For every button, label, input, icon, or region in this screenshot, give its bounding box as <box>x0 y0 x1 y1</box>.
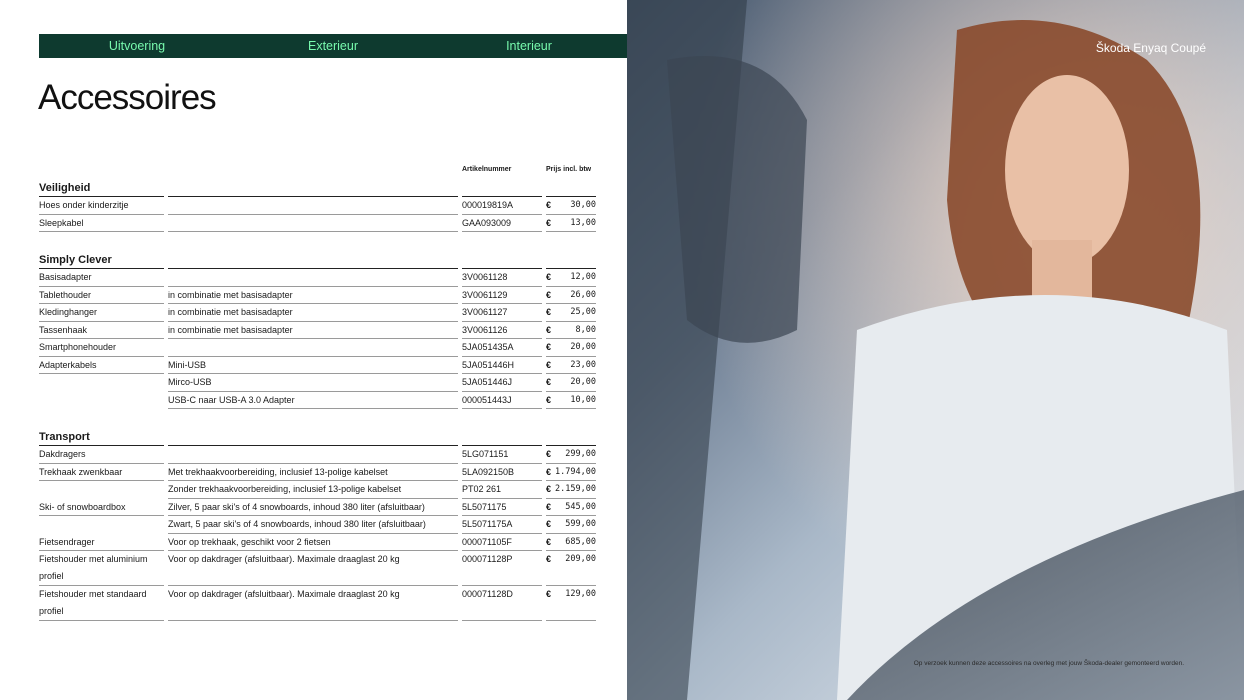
item-name <box>39 481 164 499</box>
price-value: 20,00 <box>570 342 596 352</box>
currency-symbol: € <box>546 484 552 494</box>
item-price <box>546 481 596 499</box>
item-name: Fietshouder met aluminium profiel <box>39 551 164 586</box>
item-name: Sleepkabel <box>39 215 164 233</box>
currency-symbol: € <box>546 377 552 387</box>
currency-symbol: € <box>546 307 552 317</box>
item-article: 000019819A <box>462 197 542 215</box>
item-description: in combinatie met basisadapter <box>168 287 458 305</box>
item-article: 000071128P <box>462 551 542 586</box>
item-article: 5LA092150B <box>462 464 542 482</box>
table-row <box>39 215 596 233</box>
item-price <box>546 499 596 517</box>
table-row <box>39 269 596 287</box>
item-description: Mini-USB <box>168 357 458 375</box>
item-name <box>39 374 164 392</box>
item-article: 3V0061127 <box>462 304 542 322</box>
table-row <box>39 481 596 499</box>
item-price <box>546 516 596 534</box>
currency-symbol: € <box>546 359 552 370</box>
item-description: Zwart, 5 paar ski's of 4 snowboards, inhoud 380 liter (afsluitbaar) <box>168 516 458 534</box>
item-price <box>546 446 596 464</box>
item-description: Voor op trekhaak, geschikt voor 2 fietsen <box>168 534 458 552</box>
item-name: Ski- of snowboardbox <box>39 499 164 517</box>
price-value: 685,00 <box>565 536 596 547</box>
section-rows-simply-clever <box>39 269 596 409</box>
header-article: Artikelnummer <box>462 166 512 173</box>
table-row <box>39 197 596 215</box>
currency-symbol: € <box>546 200 552 210</box>
tab-interieur[interactable]: Interieur <box>506 39 552 53</box>
item-name: Adapterkabels <box>39 357 164 375</box>
item-article: 5L5071175A <box>462 516 542 534</box>
item-price <box>546 374 596 392</box>
table-row <box>39 392 596 410</box>
item-name <box>39 516 164 534</box>
item-article: 5JA051446J <box>462 374 542 392</box>
price-value: 299,00 <box>565 449 596 459</box>
tab-uitvoering[interactable]: Uitvoering <box>108 39 166 53</box>
item-article: 5JA051435A <box>462 339 542 357</box>
currency-symbol: € <box>546 289 552 300</box>
item-price <box>546 269 596 287</box>
item-name: Smartphonehouder <box>39 339 164 357</box>
woman-in-car-image <box>627 0 1244 700</box>
item-article: 000051443J <box>462 392 542 410</box>
item-description: USB-C naar USB-A 3.0 Adapter <box>168 392 458 410</box>
currency-symbol: € <box>546 217 552 228</box>
price-value: 20,00 <box>570 377 596 387</box>
price-value: 13,00 <box>570 217 596 228</box>
item-article: PT02 261 <box>462 481 542 499</box>
item-article: 3V0061128 <box>462 269 542 287</box>
section-title: Veiligheid <box>39 182 164 197</box>
price-value: 10,00 <box>570 394 596 405</box>
item-description <box>168 269 458 287</box>
price-value: 599,00 <box>565 519 596 529</box>
price-value: 1.794,00 <box>555 466 596 477</box>
table-header <box>39 162 596 178</box>
section-simply-clever <box>39 250 596 269</box>
item-name: Tassenhaak <box>39 322 164 340</box>
item-name: Fietsendrager <box>39 534 164 552</box>
item-description <box>168 446 458 464</box>
table-row <box>39 516 596 534</box>
section-rows-transport <box>39 446 596 621</box>
price-value: 545,00 <box>565 501 596 512</box>
item-article: 000071105F <box>462 534 542 552</box>
item-price <box>546 551 596 586</box>
item-article: 5L5071175 <box>462 499 542 517</box>
page-title: Accessoires <box>38 78 216 117</box>
item-price <box>546 287 596 305</box>
item-description: Mirco-USB <box>168 374 458 392</box>
item-name: Hoes onder kinderzitje <box>39 197 164 215</box>
section-title: Transport <box>39 431 164 446</box>
item-price <box>546 339 596 357</box>
item-description <box>168 215 458 233</box>
table-row <box>39 322 596 340</box>
item-name: Dakdragers <box>39 446 164 464</box>
price-value: 26,00 <box>570 289 596 300</box>
item-description: in combinatie met basisadapter <box>168 304 458 322</box>
item-description <box>168 197 458 215</box>
price-value: 129,00 <box>565 589 596 599</box>
item-price <box>546 357 596 375</box>
table-row <box>39 374 596 392</box>
item-description: Met trekhaakvoorbereiding, inclusief 13-polige kabelset <box>168 464 458 482</box>
section-rows-veiligheid <box>39 197 596 232</box>
price-value: 12,00 <box>570 272 596 282</box>
item-description: Zonder trekhaakvoorbereiding, inclusief 13-polige kabelset <box>168 481 458 499</box>
price-value: 23,00 <box>570 359 596 370</box>
currency-symbol: € <box>546 519 552 529</box>
item-description: Voor op dakdrager (afsluitbaar). Maximale draaglast 20 kg <box>168 551 458 586</box>
item-description: Voor op dakdrager (afsluitbaar). Maximale draaglast 20 kg <box>168 586 458 621</box>
table-row <box>39 287 596 305</box>
section-veiligheid <box>39 178 596 197</box>
currency-symbol: € <box>546 449 552 459</box>
item-article: 3V0061126 <box>462 322 542 340</box>
price-value: 209,00 <box>565 554 596 564</box>
hero-photo <box>627 0 1244 700</box>
table-row <box>39 304 596 322</box>
currency-symbol: € <box>546 536 552 547</box>
currency-symbol: € <box>546 324 552 335</box>
item-description <box>168 339 458 357</box>
item-description: in combinatie met basisadapter <box>168 322 458 340</box>
price-value: 8,00 <box>575 324 596 335</box>
table-row <box>39 499 596 517</box>
section-transport <box>39 427 596 446</box>
currency-symbol: € <box>546 342 552 352</box>
item-article: GAA093009 <box>462 215 542 233</box>
item-price <box>546 197 596 215</box>
footnote: Op verzoek kunnen deze accessoires na overleg met jouw Škoda-dealer gemonteerd worden. <box>913 660 1184 667</box>
currency-symbol: € <box>546 272 552 282</box>
item-price <box>546 304 596 322</box>
item-name: Trekhaak zwenkbaar <box>39 464 164 482</box>
item-price <box>546 534 596 552</box>
item-name: Tablethouder <box>39 287 164 305</box>
table-row <box>39 464 596 482</box>
section-title: Simply Clever <box>39 254 164 269</box>
table-row <box>39 551 596 586</box>
currency-symbol: € <box>546 554 552 564</box>
item-article: 000071128D <box>462 586 542 621</box>
table-row <box>39 534 596 552</box>
currency-symbol: € <box>546 394 552 405</box>
item-price <box>546 586 596 621</box>
price-value: 25,00 <box>570 307 596 317</box>
tab-exterieur[interactable]: Exterieur <box>307 39 359 53</box>
item-price <box>546 215 596 233</box>
accessories-table <box>39 162 596 621</box>
price-value: 30,00 <box>570 200 596 210</box>
item-price <box>546 392 596 410</box>
currency-symbol: € <box>546 501 552 512</box>
item-article: 5JA051446H <box>462 357 542 375</box>
table-row <box>39 339 596 357</box>
item-price <box>546 464 596 482</box>
currency-symbol: € <box>546 466 552 477</box>
item-name: Kledinghanger <box>39 304 164 322</box>
brand-label: Škoda Enyaq Coupé <box>1095 41 1206 55</box>
header-price: Prijs incl. btw <box>546 166 592 173</box>
table-row <box>39 446 596 464</box>
item-name: Basisadapter <box>39 269 164 287</box>
item-description: Zilver, 5 paar ski's of 4 snowboards, inhoud 380 liter (afsluitbaar) <box>168 499 458 517</box>
table-row <box>39 357 596 375</box>
currency-symbol: € <box>546 589 552 599</box>
item-price <box>546 322 596 340</box>
price-value: 2.159,00 <box>555 484 596 494</box>
item-name: Fietshouder met standaard profiel <box>39 586 164 621</box>
item-article: 5LG071151 <box>462 446 542 464</box>
table-row <box>39 586 596 621</box>
item-name <box>39 392 164 410</box>
item-article: 3V0061129 <box>462 287 542 305</box>
